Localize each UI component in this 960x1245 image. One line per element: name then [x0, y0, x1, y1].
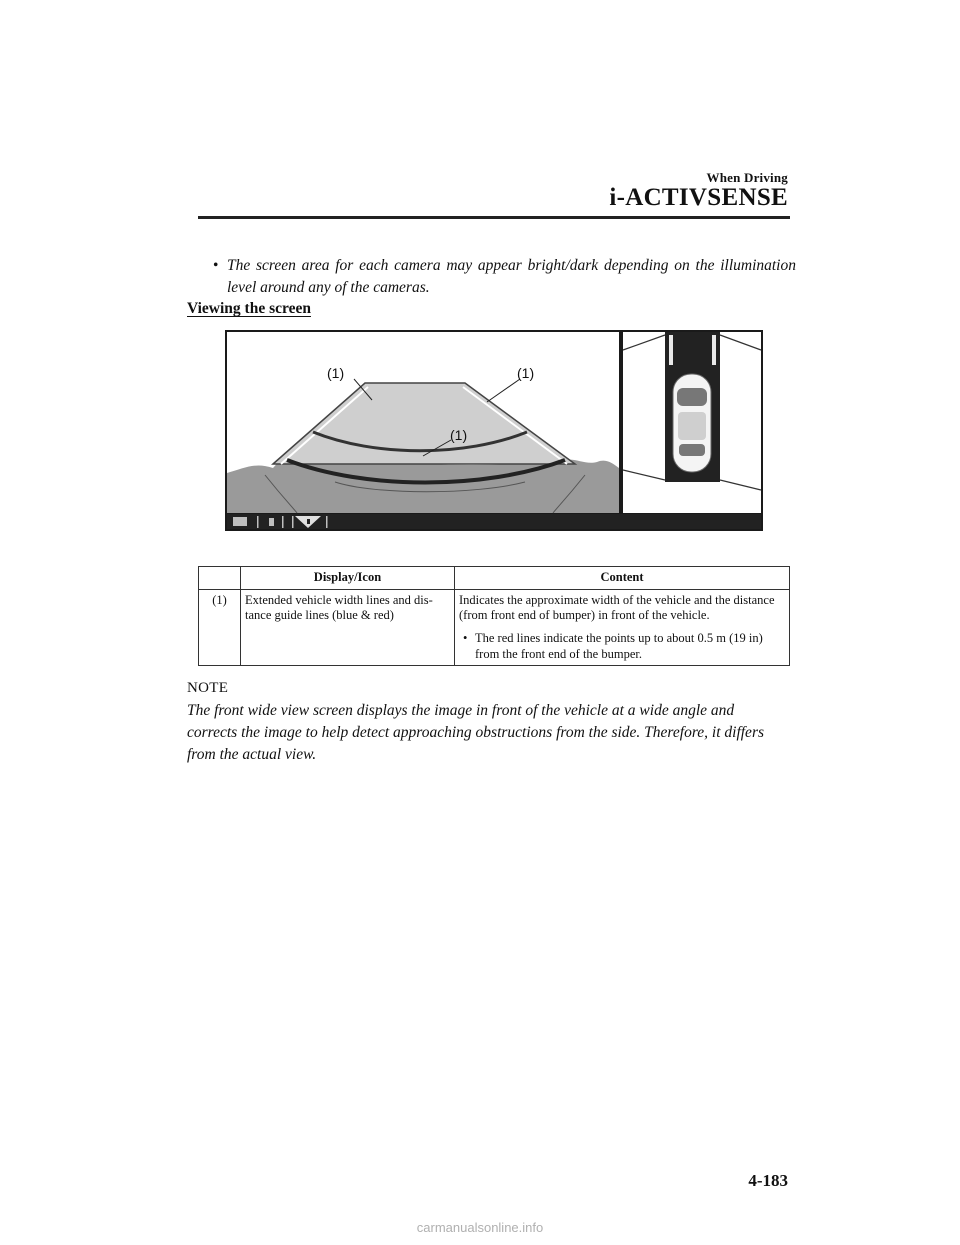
row-content-bullet: [459, 630, 785, 662]
callout-label: (1): [517, 365, 535, 381]
table-header-cell: Content: [455, 567, 790, 590]
camera-view-icon: [233, 517, 247, 526]
bullet-note: [213, 255, 796, 299]
callout-label: (1): [327, 365, 345, 381]
note-text: The front wide view screen displays the image in front of the vehicle at a wide angle and corrects the image to help detect approaching obstructions from the side. Therefore, it differs from the actual view.: [187, 702, 765, 763]
table-header-cell: [199, 567, 241, 590]
row-bullet-text: The red lines indicate the points up to about 0.5 m (19 in) from the front end of the bumper.: [475, 631, 763, 661]
bullet-note-text: The screen area for each camera may appear bright/dark depending on the illumination level around any of the cameras.: [227, 257, 796, 296]
row-display: Extended vehicle width lines and dis-tance guide lines (blue & red): [241, 590, 455, 666]
table-row: [199, 590, 790, 666]
watermark: carmanualsonline.info: [416, 1220, 544, 1235]
display-icon-table: [198, 566, 790, 666]
header-rule: [198, 216, 790, 219]
camera-screen-figure: [225, 330, 763, 531]
row-content-cell: [455, 590, 790, 666]
bullet-dot-icon: •: [463, 631, 468, 645]
callout-label: (1): [450, 427, 468, 443]
table-header-row: [199, 567, 790, 590]
subheading: Viewing the screen: [187, 300, 311, 317]
table-header-cell: Display/Icon: [241, 567, 455, 590]
chapter-title: i-ACTIVSENSE: [609, 184, 788, 211]
section-title: When Driving: [706, 170, 788, 185]
row-number: (1): [199, 590, 241, 666]
page-number: 4-183: [748, 1171, 788, 1190]
row-content: Indicates the approximate width of the vehicle and the distance (from front end of bumper) in front of the vehicle.: [459, 593, 775, 622]
bullet-dot-icon: •: [213, 257, 219, 274]
parking-sensor-icon: [269, 518, 274, 526]
note-heading: NOTE: [187, 680, 229, 696]
